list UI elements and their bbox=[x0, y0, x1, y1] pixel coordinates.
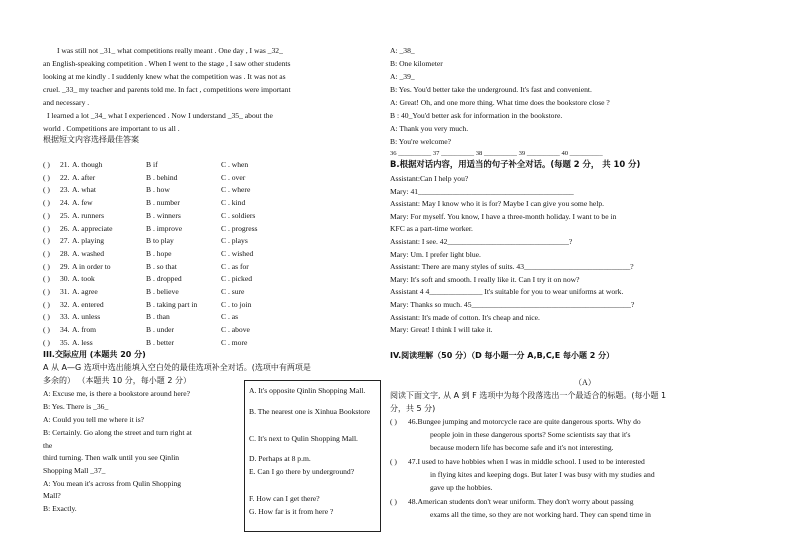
question-number: 33. bbox=[60, 312, 70, 322]
option-c: C . wished bbox=[221, 248, 254, 258]
dialogue-line: A: Great! Oh, and one more thing. What time does the bookstore close ? bbox=[390, 98, 610, 107]
partB-line: Mary: It's soft and smooth. I really like it. Can I try it on now? bbox=[390, 274, 580, 284]
choose-heading: 根据短文内容选择最佳答案 bbox=[43, 135, 139, 144]
question-number: 31. bbox=[60, 287, 70, 296]
question-number: 30. bbox=[60, 274, 70, 284]
dialogue-line: A: You mean it's across from Qulin Shopping bbox=[43, 479, 182, 488]
paragraph-line: people join in these dangerous sports? Some scientists say that it's bbox=[430, 430, 631, 439]
question-number: 32. bbox=[60, 299, 70, 309]
answer-paren[interactable]: ( ) bbox=[43, 248, 50, 258]
option-a: A. unless bbox=[72, 312, 101, 322]
option-F: F. How can I get there? bbox=[249, 494, 320, 503]
answer-paren[interactable]: ( ) bbox=[43, 287, 50, 296]
question-number: 35. bbox=[60, 337, 70, 347]
answer-paren[interactable]: ( ) bbox=[43, 210, 50, 220]
section3-title: III.交际应用 (本题共 20 分) bbox=[43, 350, 146, 359]
option-b: B . better bbox=[146, 337, 175, 347]
passage-line-1: I was still not _31_ what competitions really meant . One day , I was _32_ bbox=[57, 46, 283, 55]
paragraph-line: because modern life has become safe and it's not interesting. bbox=[430, 443, 614, 452]
option-D: D. Perhaps at 8 p.m. bbox=[249, 454, 311, 463]
answer-paren[interactable]: ( ) bbox=[43, 274, 50, 284]
option-a: A. playing bbox=[72, 236, 105, 246]
dialogue-line: B: One kilometer bbox=[390, 59, 443, 68]
option-C: C. It's next to Qulin Shopping Mall. bbox=[249, 434, 358, 443]
option-A: A. It's opposite Qinlin Shopping Mall. bbox=[249, 386, 366, 395]
paragraph-line: gave up the hobbies. bbox=[430, 483, 493, 492]
paragraph-answer-paren[interactable]: ( ) bbox=[390, 497, 397, 506]
answer-paren[interactable]: ( ) bbox=[43, 337, 50, 347]
option-c: C . when bbox=[221, 160, 249, 169]
question-number: 29. bbox=[60, 261, 70, 271]
option-b: B . taking part in bbox=[146, 299, 198, 309]
option-b: B . number bbox=[146, 198, 180, 208]
option-a: A. took bbox=[72, 274, 95, 284]
answer-line: 36 __________ 37 __________ 38 __________ 39 __________ 40 __________ bbox=[390, 150, 603, 157]
answer-paren[interactable]: ( ) bbox=[43, 312, 50, 322]
dialogue-line: A: Excuse me, is there a bookstore around here? bbox=[43, 389, 190, 398]
option-c: C . kind bbox=[221, 198, 246, 208]
partB-line: Mary: Um. I prefer light blue. bbox=[390, 249, 481, 259]
option-c: C . sure bbox=[221, 287, 245, 296]
part-a-label: （A） bbox=[574, 378, 596, 387]
dialogue-line: the bbox=[43, 441, 53, 450]
answer-paren[interactable]: ( ) bbox=[43, 198, 50, 208]
answer-paren[interactable]: ( ) bbox=[43, 223, 50, 233]
dialogue-line: B: Exactly. bbox=[43, 504, 77, 513]
question-number: 34. bbox=[60, 325, 70, 335]
dialogue-line: B : 40_You'd better ask for information in the bookstore. bbox=[390, 111, 563, 120]
option-b: B . hope bbox=[146, 248, 172, 258]
answer-paren[interactable]: ( ) bbox=[43, 160, 50, 169]
partB-line: Assistant: There are many styles of suits. 43____________________________? bbox=[390, 262, 634, 272]
option-c: C . more bbox=[221, 337, 248, 347]
option-b: B . so that bbox=[146, 261, 177, 271]
option-a: A. agree bbox=[72, 287, 98, 296]
passage-line-2: an English-speaking competition . When I went to the stage , I saw other students bbox=[43, 59, 291, 68]
option-c: C . soldiers bbox=[221, 210, 256, 220]
partA-instruction-2: 多余的） （本题共 10 分，每小题 2 分） bbox=[43, 376, 191, 385]
option-b: B . improve bbox=[146, 223, 183, 233]
option-c: C . as for bbox=[221, 261, 249, 271]
option-a: A. appreciate bbox=[72, 223, 113, 233]
option-a: A. though bbox=[72, 160, 103, 169]
answer-paren[interactable]: ( ) bbox=[43, 236, 50, 246]
option-a: A in order to bbox=[72, 261, 111, 271]
question-number: 24. bbox=[60, 198, 70, 208]
option-b: B . under bbox=[146, 325, 175, 335]
question-number: 22. bbox=[60, 172, 70, 182]
dialogue-line: A: _39_ bbox=[390, 72, 415, 81]
partB-line: Mary: Great! I think I will take it. bbox=[390, 325, 493, 335]
option-E: E. Can I go there by underground? bbox=[249, 467, 355, 476]
option-a: A. washed bbox=[72, 248, 105, 258]
question-number: 28. bbox=[60, 248, 70, 258]
option-c: C . picked bbox=[221, 274, 253, 284]
option-a: A. less bbox=[72, 337, 93, 347]
partB-line: KFC as a part-time worker. bbox=[390, 224, 473, 234]
partB-title: B.根据对话内容，用适当的句子补全对话。(每题 2 分， 共 10 分) bbox=[390, 159, 641, 169]
partB-line: Mary: Thanks so much. 45__________________________________________? bbox=[390, 300, 635, 309]
reading-instruction-2: 分，共 5 分) bbox=[390, 404, 436, 413]
passage-line-7: world . Competitions are important to us all . bbox=[43, 124, 180, 133]
dialogue-line: A: Thank you very much. bbox=[390, 124, 469, 133]
passage-line-5: and necessary . bbox=[43, 98, 90, 107]
partB-line: Assistant: May I know who it is for? Maybe I can give you some help. bbox=[390, 199, 605, 209]
dialogue-line: Shopping Mall _37_ bbox=[43, 466, 106, 475]
passage-line-6: I learned a lot _34_ what I experienced . Now I understand _35_ about the bbox=[47, 111, 273, 120]
paragraph-answer-paren[interactable]: ( ) bbox=[390, 457, 397, 466]
paragraph-answer-paren[interactable]: ( ) bbox=[390, 417, 397, 426]
question-number: 21. bbox=[60, 160, 70, 169]
option-c: C . to join bbox=[221, 299, 252, 309]
option-a: A. from bbox=[72, 325, 97, 335]
option-b: B to play bbox=[146, 236, 174, 246]
dialogue-line: A: _38_ bbox=[390, 46, 415, 55]
passage-line-3: looking at me kindly . I suddenly knew what the competition was . It was not as bbox=[43, 72, 286, 81]
option-a: A. runners bbox=[72, 210, 105, 220]
dialogue-line: Mall? bbox=[43, 491, 61, 500]
partB-line: Assistant:Can I help you? bbox=[390, 174, 469, 183]
option-c: C . progress bbox=[221, 223, 258, 233]
paragraph-line: exams all the time, so they are not working hard. They can spend time in bbox=[430, 510, 651, 519]
option-a: A. few bbox=[72, 198, 93, 208]
answer-paren[interactable]: ( ) bbox=[43, 325, 50, 335]
paragraph-line: in flying kites and keeping dogs. But later I was busy with my studies and bbox=[430, 470, 655, 479]
option-a: A. entered bbox=[72, 299, 104, 309]
option-c: C . plays bbox=[221, 236, 248, 246]
option-b: B . believe bbox=[146, 287, 179, 296]
partB-line: Assistant: I see. 42________________________________? bbox=[390, 237, 573, 246]
option-b: B . how bbox=[146, 185, 170, 195]
dialogue-line: B: You're welcome? bbox=[390, 137, 452, 146]
option-b: B if bbox=[146, 160, 158, 169]
option-G: G. How far is it from here ? bbox=[249, 507, 334, 516]
partB-line: Mary: 41_________________________________________ bbox=[390, 186, 574, 196]
partB-line: Assistant 4 4______________ It's suitable for you to wear uniforms at work. bbox=[390, 287, 624, 297]
reading-instruction-1: 阅读下面文字, 从 A 到 F 选项中为每个段落选出一个最适合的标题。(每小题 1 bbox=[390, 391, 667, 400]
option-b: B . dropped bbox=[146, 274, 182, 284]
option-a: A. after bbox=[72, 172, 96, 182]
answer-paren[interactable]: ( ) bbox=[43, 299, 50, 309]
dialogue-line: B: Yes. You'd better take the underground. It's fast and convenient. bbox=[390, 85, 592, 94]
partB-line: Assistant: It's made of cotton. It's cheap and nice. bbox=[390, 312, 540, 322]
dialogue-line: A: Could you tell me where it is? bbox=[43, 415, 145, 424]
question-number: 23. bbox=[60, 185, 70, 195]
option-c: C . where bbox=[221, 185, 251, 195]
partB-line: Mary: For myself. You know, I have a three-month holiday. I want to be in bbox=[390, 211, 617, 221]
question-number: 27. bbox=[60, 236, 70, 246]
option-B: B. The nearest one is Xinhua Bookstore bbox=[249, 407, 371, 416]
option-b: B . winners bbox=[146, 210, 181, 220]
question-number: 26. bbox=[60, 223, 70, 233]
paragraph-line: 46.Bungee jumping and motorcycle race are quite dangerous sports. Why do bbox=[408, 417, 641, 426]
option-b: B . behind bbox=[146, 172, 178, 182]
options-box bbox=[244, 380, 381, 532]
paragraph-line: 48.American students don't wear uniform. They don't worry about passing bbox=[408, 497, 634, 506]
option-a: A. what bbox=[72, 185, 97, 195]
partA-instruction-1: A 从 A—G 选项中选出能填入空白处的最佳选项补全对话。(选项中有两项是 bbox=[43, 363, 311, 372]
option-c: C . above bbox=[221, 325, 250, 335]
option-b: B . than bbox=[146, 312, 170, 322]
answer-paren[interactable]: ( ) bbox=[43, 261, 50, 271]
dialogue-line: B: Yes. There is _36_ bbox=[43, 402, 109, 411]
passage-line-4: cruel. _33_ my teacher and parents told me. In fact , competitions were important bbox=[43, 85, 291, 94]
answer-paren[interactable]: ( ) bbox=[43, 172, 50, 182]
section4-title: IV.阅读理解（50 分）（D 每小题一分 A,B,C,E 每小题 2 分） bbox=[390, 351, 615, 360]
dialogue-line: third turning. Then walk until you see Qinlin bbox=[43, 453, 180, 462]
option-c: C . over bbox=[221, 172, 246, 182]
question-number: 25. bbox=[60, 210, 70, 220]
option-c: C . as bbox=[221, 312, 239, 322]
paragraph-line: 47.I used to have hobbies when I was in middle school. I used to be interested bbox=[408, 457, 645, 466]
answer-paren[interactable]: ( ) bbox=[43, 185, 50, 195]
dialogue-line: B: Certainly. Go along the street and turn right at bbox=[43, 428, 192, 437]
